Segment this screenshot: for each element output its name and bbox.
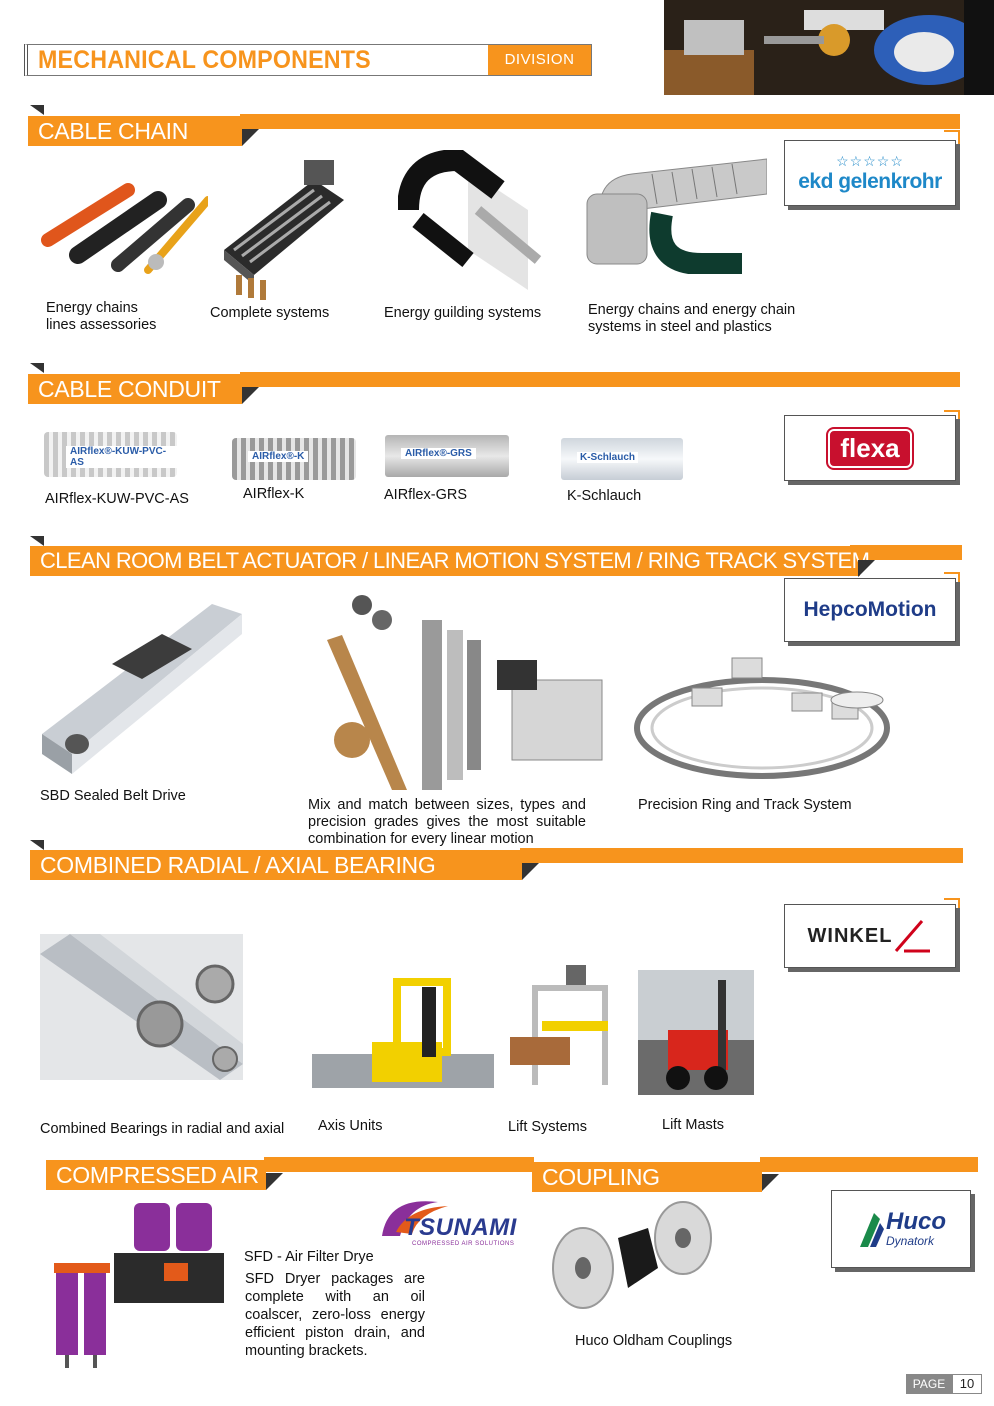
- ring-track-system-image: [632, 648, 892, 783]
- page-number: 10: [952, 1374, 982, 1394]
- flexa-logo: [784, 415, 956, 481]
- section-flag: [30, 536, 44, 546]
- caption-steel-plastic-chains: Energy chains and energy chain systems in steel and plastics: [588, 302, 796, 335]
- caption-complete-systems: Complete systems: [210, 305, 330, 321]
- hose-label: AIRflex®-KUW-PVC-AS: [66, 446, 177, 468]
- section-flag: [30, 363, 44, 373]
- section-flag: [522, 863, 539, 880]
- hose-label: AIRflex®-K: [248, 451, 308, 462]
- caption-axis-units: Axis Units: [318, 1118, 383, 1134]
- hose-label: K-Schlauch: [577, 452, 638, 463]
- section-rule: [760, 1157, 978, 1172]
- winkel-brand-name: WINKEL: [807, 924, 893, 947]
- huco-mark-icon: [856, 1209, 884, 1249]
- section-flag: [266, 1173, 283, 1190]
- section-flag: [858, 560, 875, 577]
- tsunami-logo: [378, 1196, 518, 1254]
- section-title-cable-conduit: CABLE CONDUIT: [28, 374, 242, 404]
- axis-units-image: [312, 972, 494, 1097]
- caption-airflex-k: AIRflex-K: [243, 486, 305, 502]
- caption-linear-motion: Mix and match between sizes, types and precision grades gives the most suitable combination for every linear motion: [308, 797, 586, 847]
- caption-airflex-kuw: AIRflex-KUW-PVC-AS: [45, 491, 189, 507]
- steel-energy-chain-image: [582, 154, 767, 274]
- sfd-air-dryer-image: [54, 1203, 230, 1368]
- flexa-brand-name: flexa: [828, 429, 911, 468]
- caption-energy-chains-lines: Energy chains lines assessories: [46, 300, 157, 333]
- ekd-gelenkrohr-logo: [784, 140, 956, 206]
- caption-k-schlauch: K-Schlauch: [567, 488, 642, 504]
- section-flag: [30, 105, 44, 115]
- section-title-coupling: COUPLING: [532, 1162, 762, 1192]
- page-title: MECHANICAL COMPONENTS: [38, 46, 371, 74]
- sfd-description: SFD Dryer packages are complete with an oil coalscer, zero-loss energy efficient piston drain, and mounting brackets.: [245, 1271, 425, 1359]
- combined-bearings-image: [40, 934, 243, 1080]
- tsunami-tagline: COMPRESSED AIR SOLUTIONS: [412, 1241, 515, 1247]
- caption-lift-systems: Lift Systems: [508, 1119, 587, 1135]
- energy-guiding-systems-image: [398, 150, 548, 290]
- section-rule: [264, 1157, 534, 1172]
- section-flag: [242, 387, 259, 404]
- caption-energy-guiding-systems: Energy guilding systems: [384, 305, 542, 321]
- page-label: PAGE: [906, 1374, 952, 1394]
- linear-motion-parts-image: [322, 590, 612, 790]
- caption-combined-bearings: Combined Bearings in radial and axial: [40, 1121, 285, 1137]
- section-flag: [762, 1174, 779, 1191]
- division-badge: DIVISION: [488, 45, 591, 75]
- lift-systems-image: [502, 965, 616, 1093]
- hose-label: AIRflex®-GRS: [401, 448, 476, 459]
- caption-sbd-belt-drive: SBD Sealed Belt Drive: [40, 788, 186, 804]
- airflex-grs-hose-image: [385, 435, 509, 477]
- section-rule: [520, 848, 963, 863]
- caption-oldham-couplings: Huco Oldham Couplings: [575, 1333, 733, 1349]
- huco-brand-name: Huco: [886, 1208, 946, 1235]
- stars-icon: ☆☆☆☆☆: [836, 152, 904, 169]
- sbd-belt-drive-image: [32, 594, 244, 774]
- caption-lift-masts: Lift Masts: [662, 1117, 725, 1133]
- complete-systems-image: [214, 160, 350, 300]
- section-flag: [30, 840, 44, 850]
- huco-logo: [831, 1190, 971, 1268]
- section-rule: [240, 372, 960, 387]
- section-flag: [242, 129, 259, 146]
- caption-airflex-grs: AIRflex-GRS: [384, 487, 467, 503]
- ekd-brand-name: ekd gelenkrohr: [798, 169, 942, 193]
- section-title-cable-chain: CABLE CHAIN: [28, 116, 242, 146]
- caption-ring-track: Precision Ring and Track System: [638, 797, 852, 813]
- section-title-compressed-air: COMPRESSED AIR: [46, 1160, 266, 1190]
- energy-chain-lines-image: [38, 170, 208, 280]
- section-title-bearing-profile: COMBINED RADIAL / AXIAL BEARING PROFILE: [30, 850, 522, 880]
- oldham-coupling-image: [548, 1198, 718, 1322]
- hero-robot-image: [664, 0, 994, 95]
- huco-sub-brand: Dynatork: [886, 1234, 935, 1248]
- sfd-air-filter-title: SFD - Air Filter Drye: [244, 1249, 374, 1265]
- airflex-kuw-hose-image: [44, 432, 177, 477]
- k-schlauch-hose-image: [561, 438, 683, 480]
- tsunami-brand-name: TSUNAMI: [404, 1214, 517, 1241]
- hepcomotion-logo: [784, 578, 956, 642]
- hepcomotion-brand-name: HepcoMotion: [803, 598, 937, 621]
- lift-masts-image: [638, 970, 754, 1095]
- section-title-clean-room: CLEAN ROOM BELT ACTUATOR / LINEAR MOTION SYSTEM / RING TRACK SYSTEM: [30, 546, 860, 576]
- section-rule: [240, 114, 960, 129]
- airflex-k-hose-image: [232, 438, 356, 480]
- winkel-mark-icon: [892, 919, 932, 953]
- winkel-logo: [784, 904, 956, 968]
